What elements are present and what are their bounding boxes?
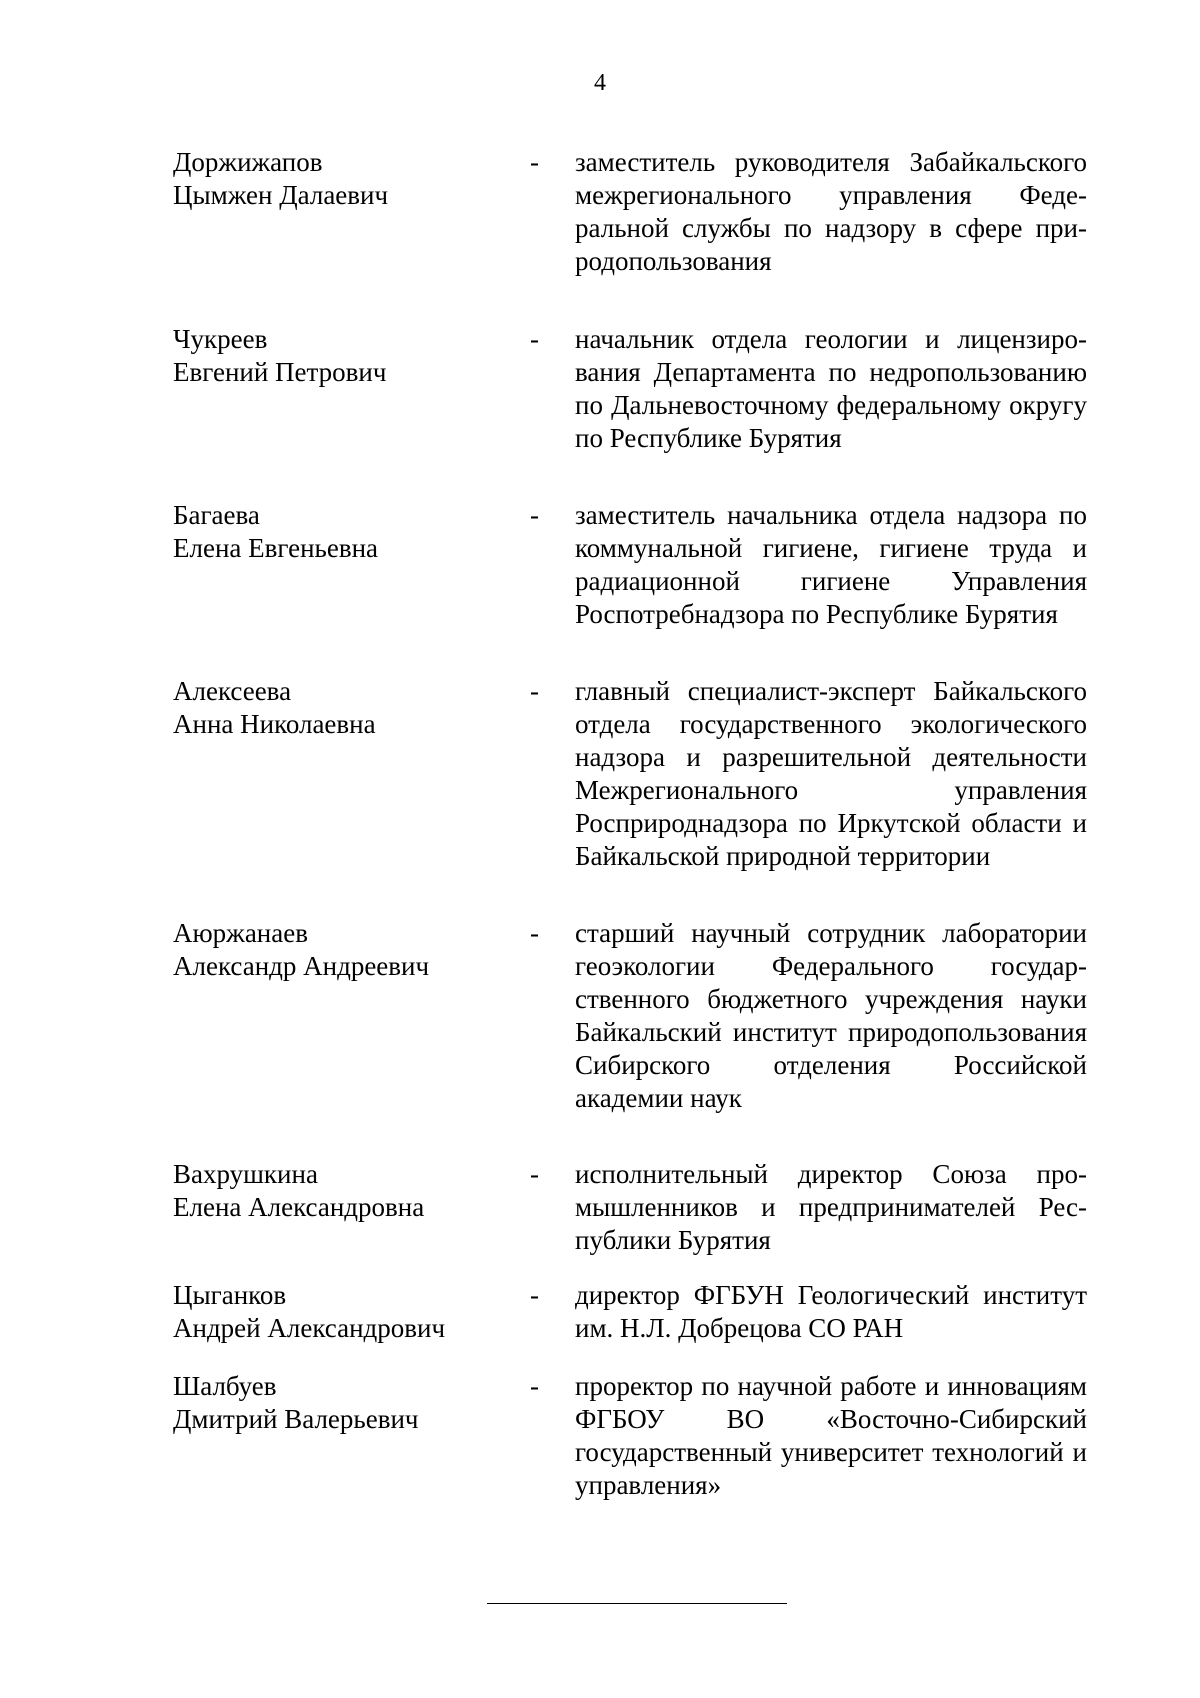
member-name: Доржижапов Цымжен Далаевич — [173, 147, 389, 210]
member-name: Багаева Елена Евгеньевна — [173, 500, 379, 563]
dash-separator: - — [530, 676, 539, 706]
member-entry — [173, 499, 1087, 631]
member-entry — [173, 323, 1087, 455]
member-role: старший научный сотрудник лаборатории геоэкологии Федерального государственного бюджетного учреждения науки Байкальский институт природопользования Сибирского отделения Российской академии наук — [575, 918, 1087, 1113]
member-name: Чукреев Евгений Петрович — [173, 324, 387, 387]
member-role: начальник отдела геологии и лицензирования Департамента по недропользованию по Дальневосточному федеральному округу по Республике Бурятия — [575, 324, 1087, 453]
member-name: Алексеева Анна Николаевна — [173, 676, 376, 739]
member-role: исполнительный директор Союза промышленников и предпринимателей Республики Бурятия — [575, 1159, 1087, 1255]
dash-separator: - — [530, 918, 539, 948]
page-number: 4 — [594, 70, 606, 96]
dash-separator: - — [530, 324, 539, 354]
member-name: Вахрушкина Елена Александровна — [173, 1159, 425, 1222]
dash-separator: - — [530, 1371, 539, 1401]
member-entry — [173, 146, 1087, 278]
member-role: заместитель начальника отдела надзора по коммунальной гигиене, гигиене труда и радиационной гигиене Управления Роспотребнадзора по Республике Бурятия — [575, 500, 1087, 629]
member-role: директор ФГБУН Геологический институт им. Н.Л. Добрецова СО РАН — [575, 1280, 1087, 1343]
member-name: Цыганков Андрей Александрович — [173, 1280, 446, 1343]
member-role: проректор по научной работе и инновациям ФГБОУ ВО «Восточно-Сибирский государственный университет технологий и управления» — [575, 1371, 1087, 1500]
member-list — [173, 146, 1087, 1502]
member-name: Аюржанаев Александр Андреевич — [173, 918, 430, 981]
dash-separator: - — [530, 500, 539, 530]
member-entry — [173, 1158, 1087, 1257]
member-entry — [173, 917, 1087, 1115]
member-entry — [173, 1279, 1087, 1345]
member-entry — [173, 1370, 1087, 1502]
member-name: Шалбуев Дмитрий Валерьевич — [173, 1371, 419, 1434]
dash-separator: - — [530, 1159, 539, 1189]
member-role: заместитель руководителя Забайкальского межрегионального управления Федеральной службы по надзору в сфере природопользования — [575, 147, 1087, 276]
end-of-list-rule — [487, 1603, 787, 1604]
member-entry — [173, 675, 1087, 873]
dash-separator: - — [530, 147, 539, 177]
dash-separator: - — [530, 1280, 539, 1310]
member-role: главный специалист-эксперт Байкальского отдела государственного экологического надзора и разрешительной деятельности Межрегионального управления Росприроднадзора по Иркутской области и Байкальской природной территории — [575, 676, 1087, 871]
